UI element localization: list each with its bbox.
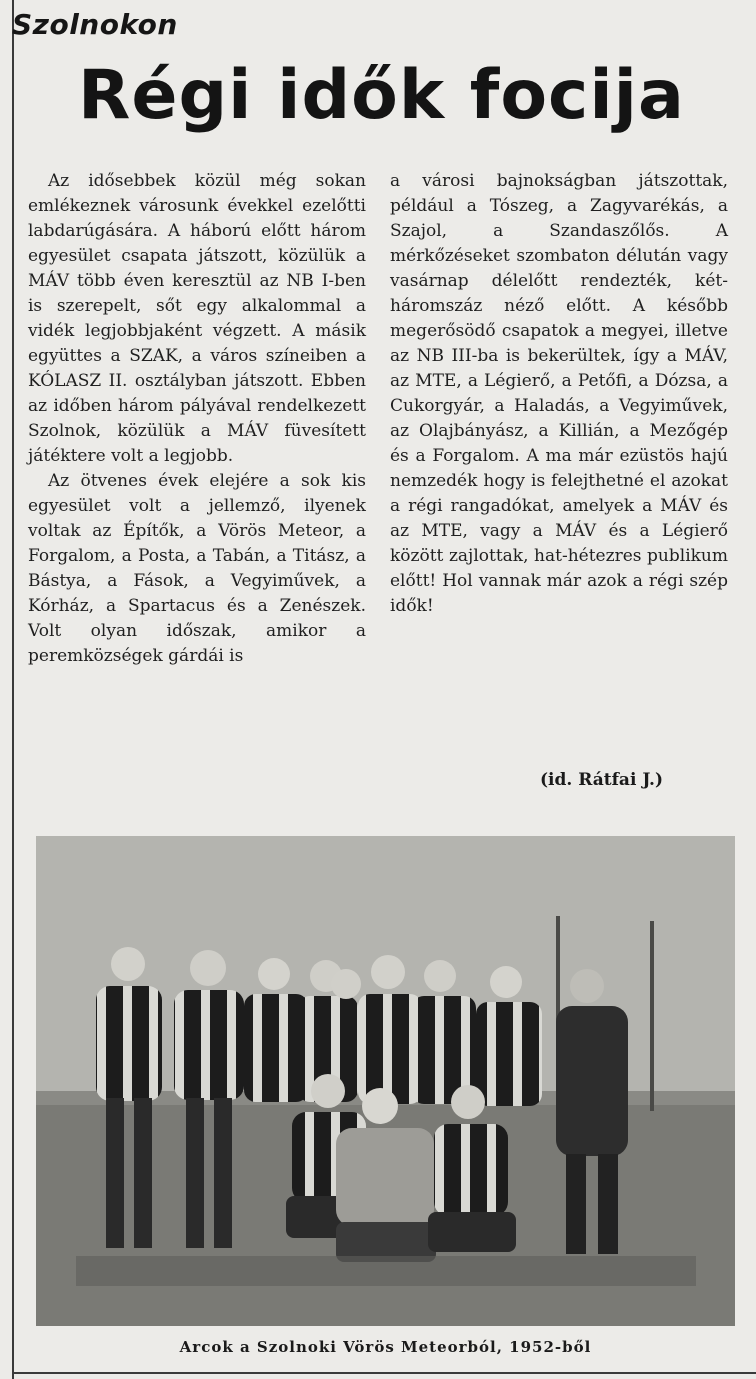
article-body: [28, 169, 740, 801]
photo-caption: Arcok a Szolnoki Vörös Meteorból, 1952-ből: [179, 1338, 592, 1356]
kicker: Szolnokon: [12, 8, 178, 41]
article-column-left: [28, 169, 366, 669]
paragraph-1: Az idősebbek közül még sokan emlékeznek városunk évekkel ezelőtti labdarúgására. A háború előtt három egyesület csapata játszott, közülük a MÁV több éven keresztül az NB I-ben is szerepelt, sőt egy alkalommal a vidék legjobbjaként végzett. A másik együttes a SZAK, a város színeiben a KÓLASZ II. osztályban játszott. Ebben az időben három pályával rendelkezett Szolnok, közülük a MÁV füvesített játéktere volt a legjobb.: [28, 171, 366, 466]
bottom-rule: [12, 1372, 756, 1374]
team-photo-drawing: [36, 836, 735, 1326]
left-column-rule: [12, 0, 14, 1379]
team-photo: [36, 836, 735, 1326]
paragraph-2: Az ötvenes évek elejére a sok kis egyesület volt a jellemző, ilyenek voltak az Építők, a Vörös Meteor, a Forgalom, a Posta, a Tabán, a Titász, a Bástya, a Fások, a Vegyiművek, a Kórház, a Spartacus és a Zenészek. Volt olyan időszak, amikor a peremközségek gárdái is: [28, 471, 366, 666]
byline: (id. Rátfai J.): [540, 770, 664, 790]
paragraph-3: a városi bajnokságban játszottak, például a Tószeg, a Zagyvarékás, a Szajol, a Szandaszőlős. A mérkőzéseket szombaton délután vagy vasárnap délelőtt rendezték, két-háromszáz néző előtt. A később megerősödő csapatok a megyei, illetve az NB III-ba is bekerültek, így a MÁV, az MTE, a Légierő, a Petőfi, a Dózsa, a Cukorgyár, a Haladás, a Vegyiművek, az Olajbányász, a Killián, a Mezőgép és a Forgalom. A ma már ezüstös hajú nemzedék hogy is felejthetné el azokat a régi rangadókat, amelyek a MÁV és az MTE, vagy a MÁV és a Légierő között zajlottak, hat-hétezres publikum előtt! Hol vannak már azok a régi szép idők!: [390, 171, 728, 616]
article-column-right: [390, 169, 728, 619]
headline: Régi idők focija: [78, 56, 685, 135]
